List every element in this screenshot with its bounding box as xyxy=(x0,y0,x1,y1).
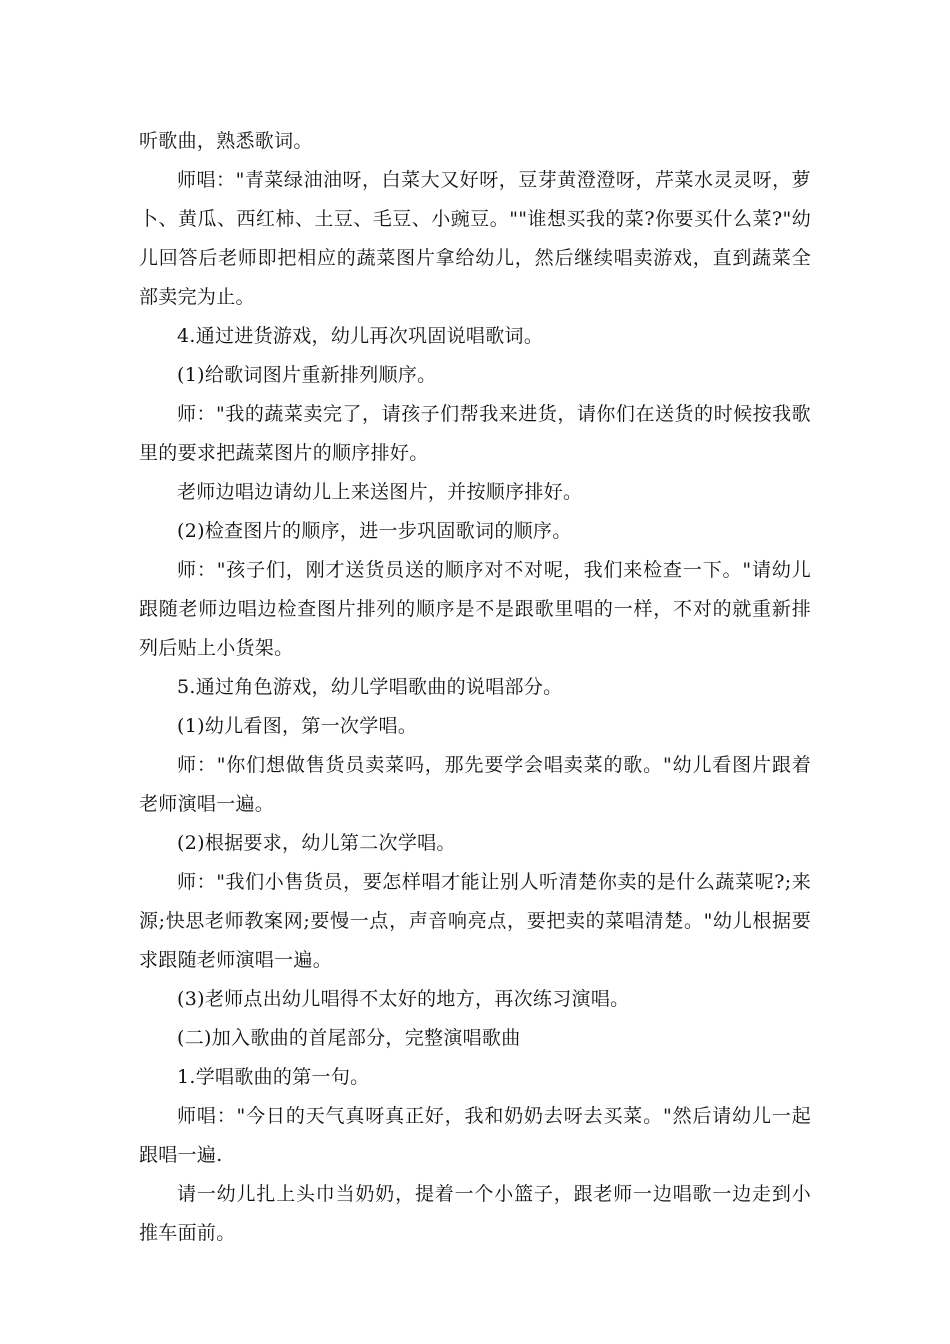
paragraph-listen-song: 听歌曲，熟悉歌词。 xyxy=(139,130,313,152)
paragraph-teacher-sings-vegetables: 师唱："青菜绿油油呀，白菜大又好呀，豆芽黄澄澄呀，芹菜水灵灵呀，萝卜、黄瓜、西红柿、土豆、毛豆、小豌豆。""谁想买我的菜?你要买什么菜?"幼儿回答后老师即把相应的蔬菜图片拿给幼儿，然后继续唱卖游戏，直到蔬菜全部卖完为止。 xyxy=(139,169,811,308)
paragraph-check-order: (2)检查图片的顺序，进一步巩固歌词的顺序。 xyxy=(177,520,572,542)
paragraph-grandma-role: 请一幼儿扎上头巾当奶奶，提着一个小篮子，跟老师一边唱歌一边走到小推车面前。 xyxy=(139,1183,811,1244)
paragraph-teacher-seller: 师："你们想做售货员卖菜吗，那先要学会唱卖菜的歌。"幼儿看图片跟着老师演唱一遍。 xyxy=(139,754,811,815)
paragraph-step-4-restock-game: 4.通过进货游戏，幼儿再次巩固说唱歌词。 xyxy=(177,325,544,347)
paragraph-teacher-clear-singing: 师："我们小售货员，要怎样唱才能让别人听清楚你卖的是什么蔬菜呢?;来源;快思老师教案网;要慢一点，声音响亮点，要把卖的菜唱清楚。"幼儿根据要求跟随老师演唱一遍。 xyxy=(139,871,811,971)
paragraph-teacher-check: 师："孩子们，刚才送货员送的顺序对不对呢，我们来检查一下。"请幼儿跟随老师边唱边检查图片排列的顺序是不是跟歌里唱的一样，不对的就重新排列后贴上小货架。 xyxy=(139,559,811,659)
paragraph-learn-first-line: 1.学唱歌曲的第一句。 xyxy=(177,1066,370,1088)
paragraph-teacher-restock: 师："我的蔬菜卖完了，请孩子们帮我来进货，请你们在送货的时候按我歌里的要求把蔬菜图片的顺序排好。 xyxy=(139,403,811,464)
paragraph-section-two-heading: (二)加入歌曲的首尾部分，完整演唱歌曲 xyxy=(177,1027,521,1049)
document-page xyxy=(139,122,811,1253)
paragraph-step-5-role-play: 5.通过角色游戏，幼儿学唱歌曲的说唱部分。 xyxy=(177,676,563,698)
paragraph-reorder-pictures: (1)给歌词图片重新排列顺序。 xyxy=(177,364,437,386)
paragraph-children-deliver: 老师边唱边请幼儿上来送图片，并按顺序排好。 xyxy=(177,481,583,503)
paragraph-teacher-weather: 师唱："今日的天气真呀真正好，我和奶奶去呀去买菜。"然后请幼儿一起跟唱一遍. xyxy=(139,1105,811,1166)
paragraph-second-learning: (2)根据要求，幼儿第二次学唱。 xyxy=(177,832,456,854)
paragraph-first-learning: (1)幼儿看图，第一次学唱。 xyxy=(177,715,418,737)
paragraph-practice-again: (3)老师点出幼儿唱得不太好的地方，再次练习演唱。 xyxy=(177,988,630,1010)
